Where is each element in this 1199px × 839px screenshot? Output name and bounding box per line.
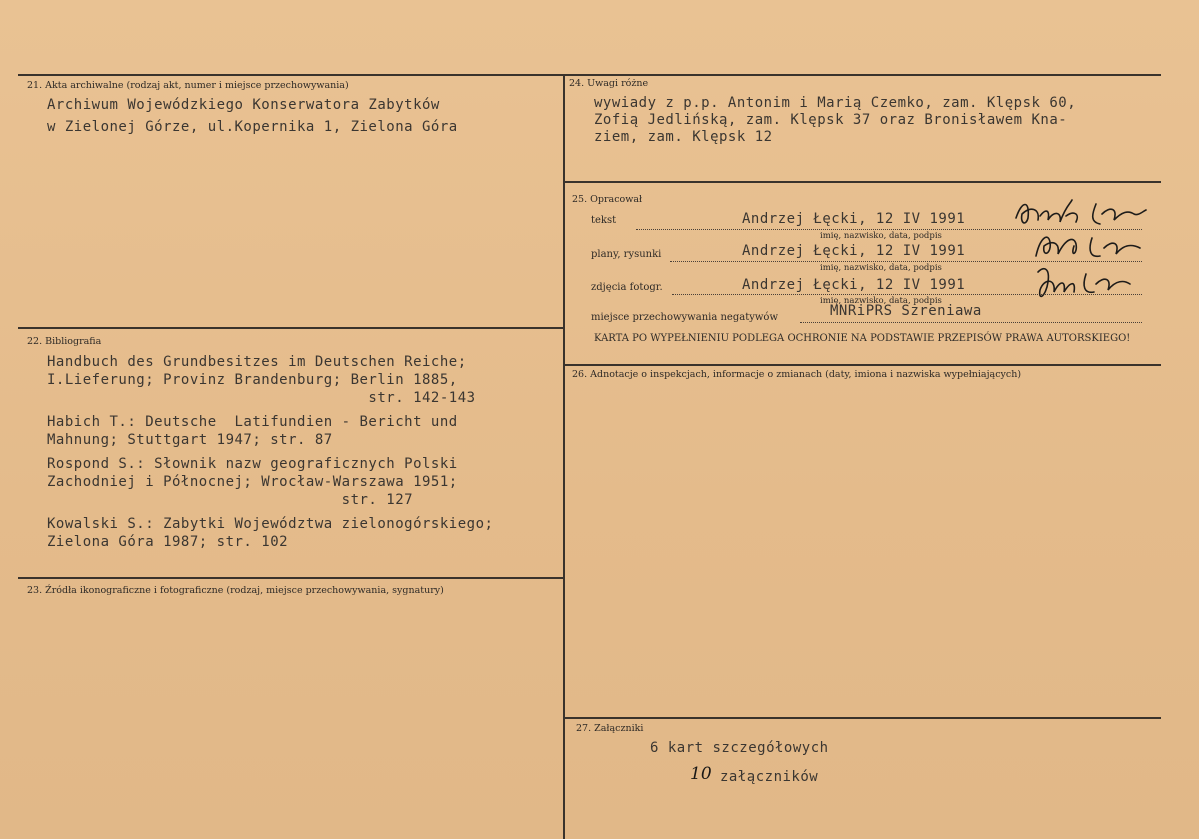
signature-2 xyxy=(1030,228,1150,264)
bib-2-line-1: Habich T.: Deutsche Latifundien - Bericht und xyxy=(47,414,458,430)
bib-3-line-3: str. 127 xyxy=(47,492,414,508)
top-rule xyxy=(18,74,1161,76)
section-21-line-1: Archiwum Wojewódzkiego Konserwatora Zabytków xyxy=(47,97,440,113)
rule-25-26 xyxy=(564,364,1161,366)
bib-3-line-1: Rospond S.: Słownik nazw geograficznych Polski xyxy=(47,456,458,472)
section-23-label: 23. Źródła ikonograficzne i fotograficzne (rodzaj, miejsce przechowywania, sygnatury) xyxy=(27,585,444,596)
bib-1-line-3: str. 142-143 xyxy=(47,390,476,406)
negatives-dotline xyxy=(800,322,1142,323)
row-zdjecia-hint: imię, nazwisko, data, podpis xyxy=(820,296,942,306)
attachments-count-handwritten: 10 xyxy=(690,764,712,784)
rule-22-23 xyxy=(18,577,564,579)
section-21-line-2: w Zielonej Górze, ul.Kopernika 1, Zielona Góra xyxy=(47,119,458,135)
bib-2-line-2: Mahnung; Stuttgart 1947; str. 87 xyxy=(47,432,333,448)
section-24-line-2: Zofią Jedlińską, zam. Klępsk 37 oraz Bronisławem Kna- xyxy=(594,112,1068,128)
negatives-label: miejsce przechowywania negatywów xyxy=(591,312,778,323)
row-tekst-value: Andrzej Łęcki, 12 IV 1991 xyxy=(742,211,966,227)
section-21-label: 21. Akta archiwalne (rodzaj akt, numer i miejsce przechowywania) xyxy=(27,80,349,91)
section-24-line-1: wywiady z p.p. Antonim i Marią Czemko, zam. Klępsk 60, xyxy=(594,95,1077,111)
rule-24-25 xyxy=(564,181,1161,183)
bib-1-line-1: Handbuch des Grundbesitzes im Deutschen Reiche; xyxy=(47,354,467,370)
bib-1-line-2: I.Lieferung; Provinz Brandenburg; Berlin 1885, xyxy=(47,372,458,388)
row-zdjecia-value: Andrzej Łęcki, 12 IV 1991 xyxy=(742,277,966,293)
section-27-label: 27. Załączniki xyxy=(576,723,644,734)
rule-26-27 xyxy=(564,717,1161,719)
row-plany-hint: imię, nazwisko, data, podpis xyxy=(820,263,942,273)
signature-1 xyxy=(1010,196,1150,232)
section-22-label: 22. Bibliografia xyxy=(27,336,102,347)
attachments-line-1: 6 kart szczegółowych xyxy=(650,740,829,756)
bib-4-line-1: Kowalski S.: Zabytki Województwa zielonogórskiego; xyxy=(47,516,494,532)
negatives-value: MNRiPRS Szreniawa xyxy=(830,303,982,319)
center-divider xyxy=(563,74,565,839)
row-plany-label: plany, rysunki xyxy=(591,249,662,260)
bib-4-line-2: Zielona Góra 1987; str. 102 xyxy=(47,534,289,550)
row-plany-value: Andrzej Łęcki, 12 IV 1991 xyxy=(742,243,966,259)
row-tekst-hint: imię, nazwisko, data, podpis xyxy=(820,231,942,241)
signature-3 xyxy=(1030,262,1140,308)
copyright-notice: KARTA PO WYPEŁNIENIU PODLEGA OCHRONIE NA PODSTAWIE PRZEPISÓW PRAWA AUTORSKIEGO! xyxy=(594,333,1131,344)
rule-21-22 xyxy=(18,327,564,329)
row-zdjecia-label: zdjęcia fotogr. xyxy=(591,282,663,293)
bib-3-line-2: Zachodniej i Północnej; Wrocław-Warszawa 1951; xyxy=(47,474,458,490)
section-24-line-3: ziem, zam. Klępsk 12 xyxy=(594,129,773,145)
row-tekst-label: tekst xyxy=(591,215,617,226)
section-24-label: 24. Uwagi różne xyxy=(569,78,649,89)
section-25-label: 25. Opracował xyxy=(572,194,643,205)
section-26-label: 26. Adnotacje o inspekcjach, informacje o zmianach (daty, imiona i nazwiska wypełniających) xyxy=(572,369,1022,380)
attachments-line-2: załączników xyxy=(720,769,819,785)
